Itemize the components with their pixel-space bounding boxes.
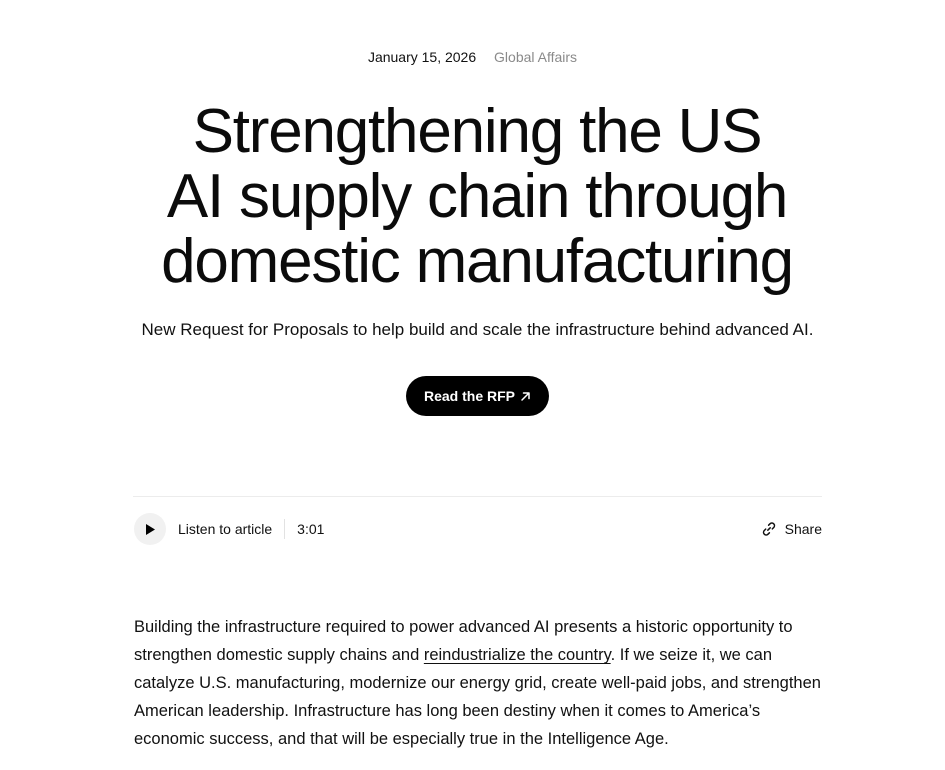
article-meta bbox=[0, 48, 945, 66]
player-separator bbox=[284, 519, 285, 539]
title-line: Strengthening the US bbox=[192, 97, 762, 166]
category-link[interactable]: Global Affairs bbox=[494, 49, 578, 65]
paragraph-text: . If we seize it, we can catalyze U.S. manufacturing, modernize our energy grid, create well-paid jobs, and strengthen American leadership. Infrastructure has long been destiny when it comes to America’s economic success, and that will be especially true in the Intelligence Age. bbox=[134, 646, 821, 748]
article-title bbox=[72, 99, 882, 294]
title-line: AI supply chain through bbox=[166, 162, 788, 231]
link-icon bbox=[761, 521, 777, 537]
publish-date: January 15, 2026 bbox=[367, 49, 477, 65]
title-line: domestic manufacturing bbox=[161, 227, 793, 296]
listen-to-article-label[interactable]: Listen to article bbox=[178, 521, 273, 537]
share-label: Share bbox=[784, 521, 822, 537]
article-paragraph bbox=[134, 613, 824, 753]
read-rfp-label: Read the RFP bbox=[423, 388, 515, 404]
share-button[interactable] bbox=[761, 519, 822, 539]
reindustrialize-link[interactable]: reindustrialize the country bbox=[423, 646, 611, 664]
read-rfp-button[interactable] bbox=[406, 376, 549, 416]
audio-player bbox=[134, 513, 324, 545]
arrow-up-right-icon bbox=[520, 391, 531, 402]
audio-duration: 3:01 bbox=[297, 521, 325, 537]
paragraph-text: Building the infrastructure required to power advanced AI presents a historic opportunity to strengthen domestic supply chains and bbox=[134, 618, 793, 664]
play-icon bbox=[144, 523, 156, 536]
divider bbox=[133, 496, 822, 497]
article-subtitle: New Request for Proposals to help build and scale the infrastructure behind advanced AI. bbox=[141, 320, 814, 339]
play-button[interactable] bbox=[134, 513, 166, 545]
